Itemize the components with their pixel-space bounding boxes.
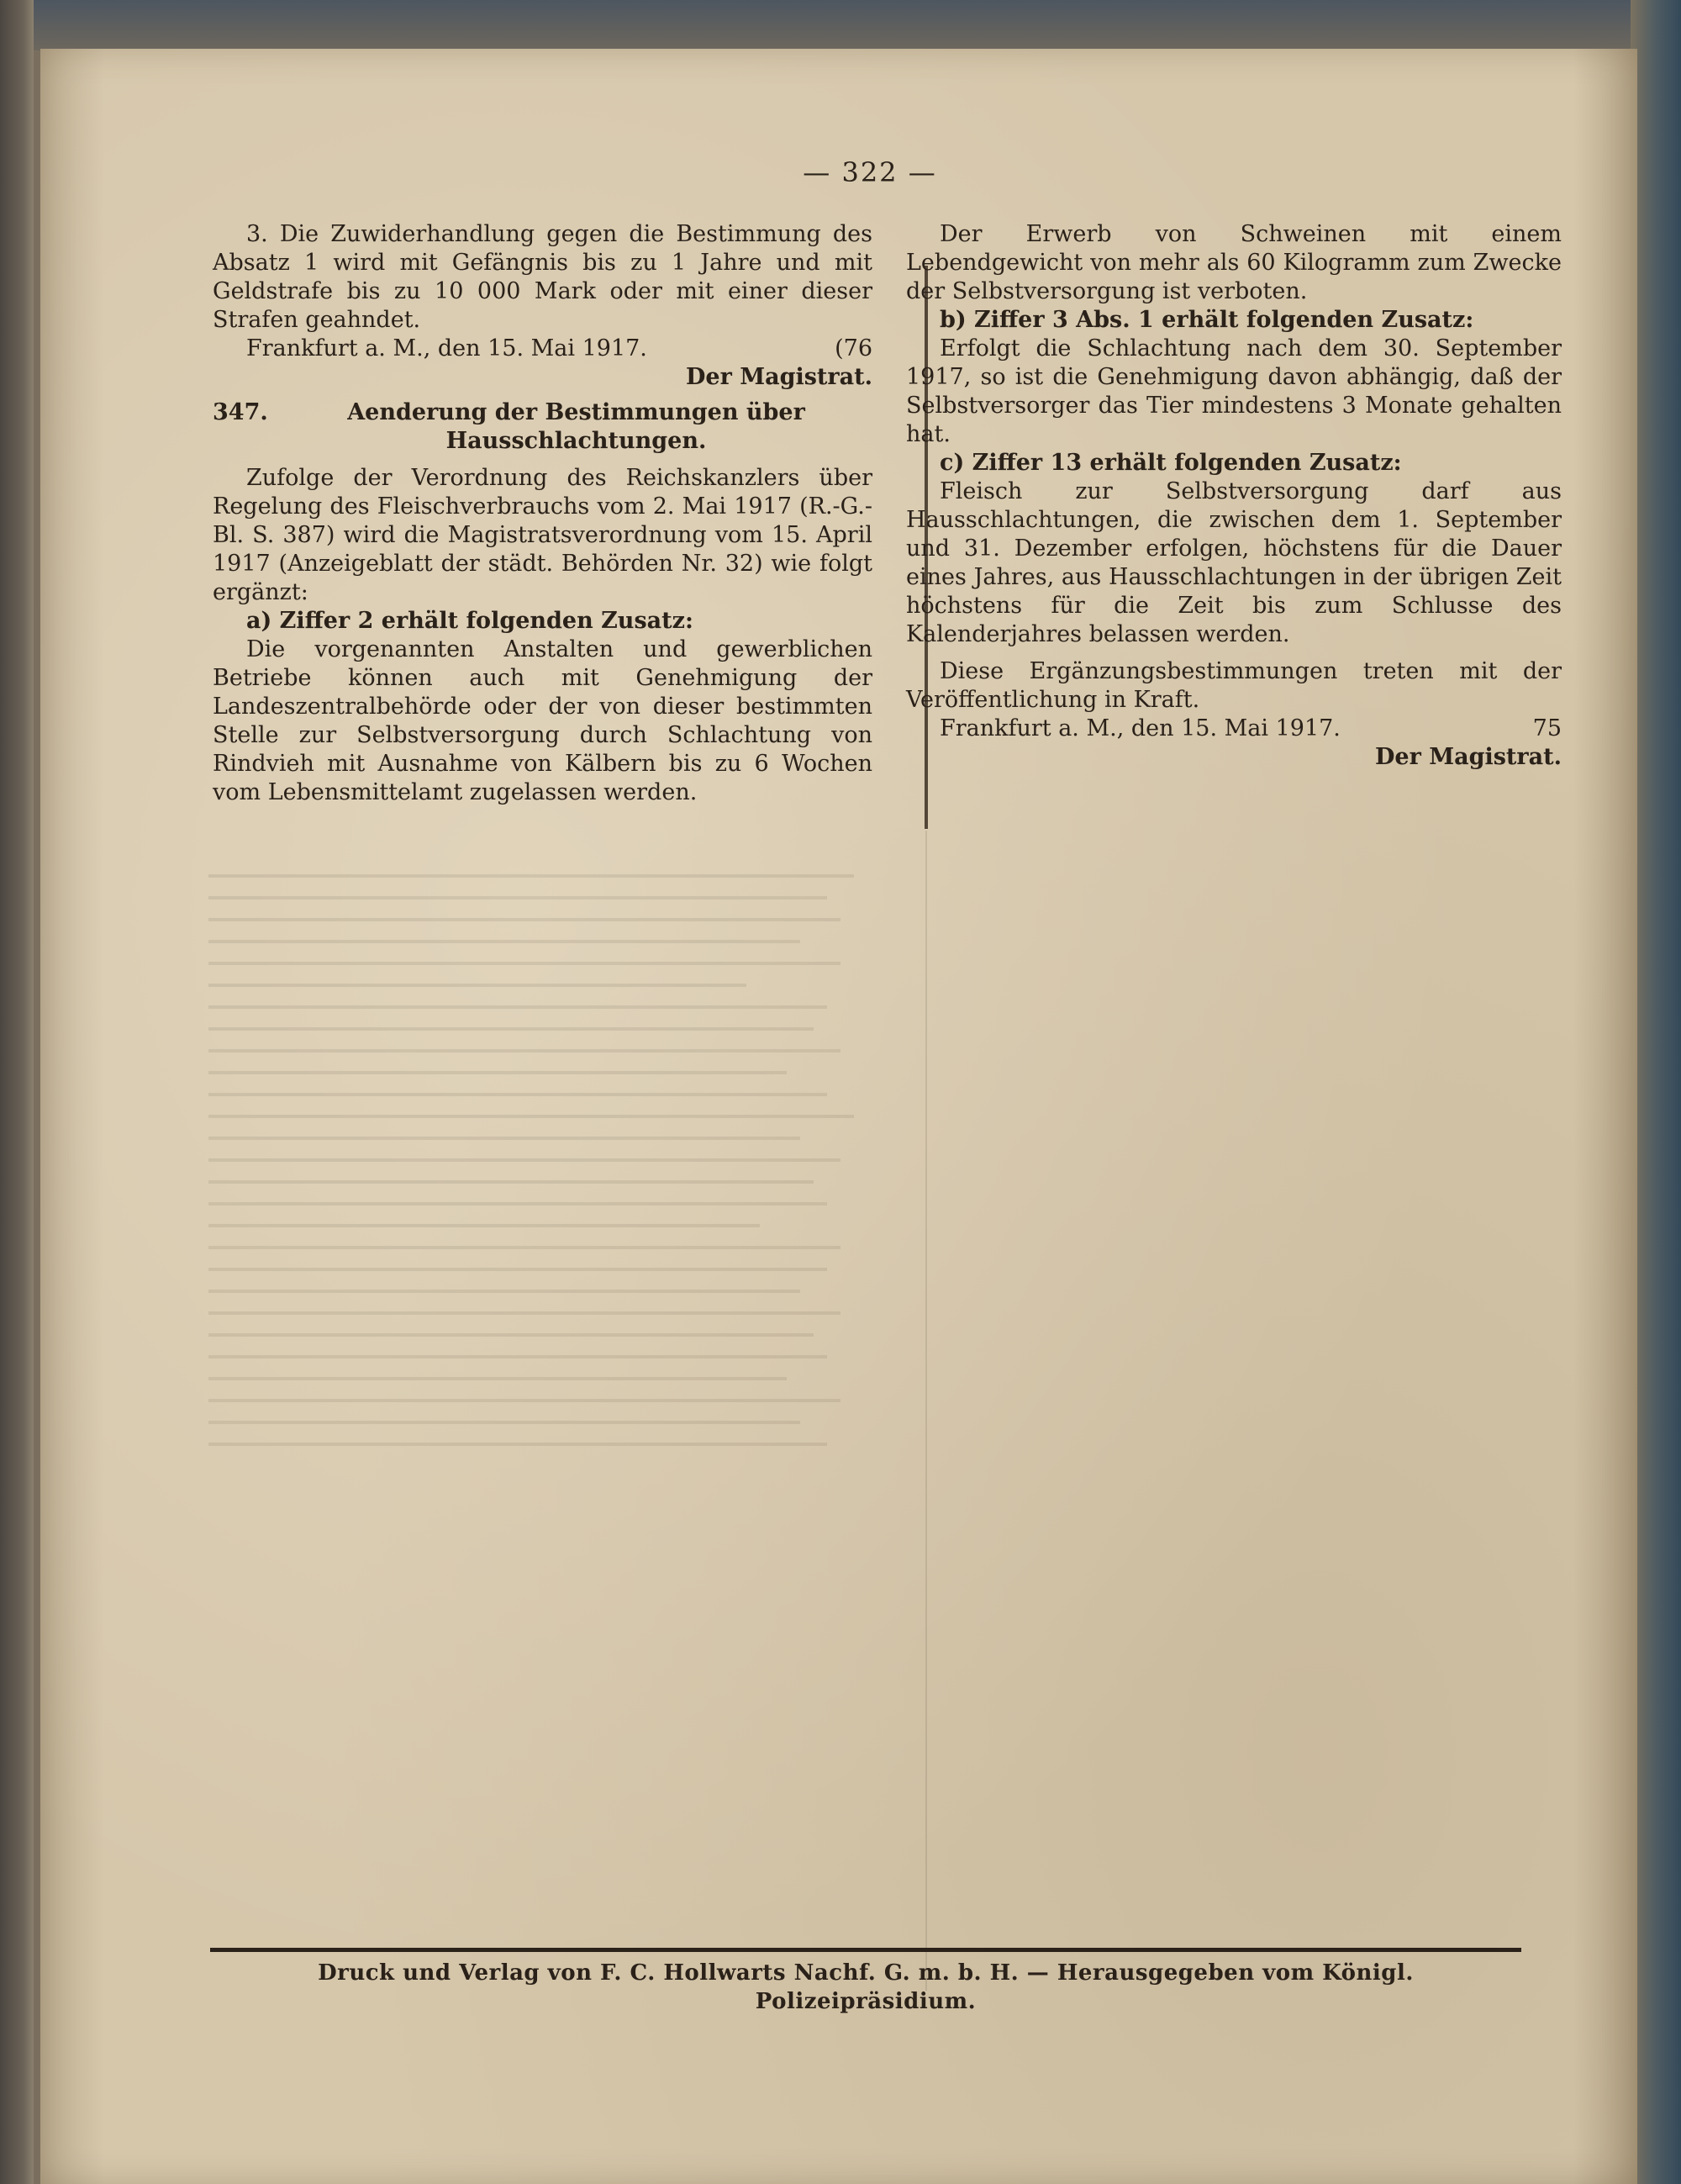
binding-board-right: [1631, 0, 1681, 2184]
footer-rule: [210, 1948, 1521, 1952]
bleed-through-shadow: [208, 856, 1553, 1949]
item-a-heading: a) Ziffer 2 erhält folgenden Zusatz:: [246, 608, 693, 634]
paragraph-3: 3. Die Zuwiderhandlung gegen die Bestimmung des Absatz 1 wird mit Gefängnis bis zu 1 Jahre und mit Geldstrafe bis zu 10 000 Mark oder mit einer dieser Strafen geahndet.: [213, 221, 872, 333]
item-c-heading: c) Ziffer 13 erhält folgenden Zusatz:: [940, 450, 1402, 476]
date-text: Frankfurt a. M., den 15. Mai 1917.: [940, 715, 1341, 741]
section-number: 347.: [213, 399, 268, 425]
item-a-text: Die vorgenannten Anstalten und gewerblichen Betriebe können auch mit Genehmigung der Landeszentralbehörde oder der von dieser bestimmten Stelle zur Selbstversorgung durch Schlachtung von Rindvieh mit Ausnahme von Kälbern bis zu 6 Wochen vom Lebensmittelamt zugelassen werden.: [213, 636, 872, 805]
item-b-heading: b) Ziffer 3 Abs. 1 erhält folgenden Zusatz:: [940, 307, 1474, 333]
spacer: [213, 456, 872, 464]
spacer: [906, 649, 1562, 657]
continuation-paragraph: Der Erwerb von Schweinen mit einem Lebendgewicht von mehr als 60 Kilogramm zum Zwecke der Selbstversorgung ist verboten.: [906, 221, 1562, 304]
column-divider-shadow: [925, 831, 927, 1991]
binding-board-left: [0, 0, 34, 2184]
left-column: [213, 220, 872, 807]
closing-paragraph: Diese Ergänzungsbestimmungen treten mit der Veröffentlichung in Kraft.: [906, 658, 1562, 713]
date-line: [213, 335, 872, 363]
date-line: [906, 715, 1562, 743]
signature: Der Magistrat.: [686, 364, 872, 390]
right-column: [906, 220, 1562, 772]
section-heading: [213, 398, 872, 456]
date-text: Frankfurt a. M., den 15. Mai 1917.: [246, 335, 647, 361]
imprint-footer: Druck und Verlag von F. C. Hollwarts Nachf. G. m. b. H. — Herausgegeben vom Königl. Polizeipräsidium.: [318, 1960, 1414, 2014]
reference-number: (76: [835, 335, 872, 361]
item-c-text: Fleisch zur Selbstversorgung darf aus Hausschlachtungen, die zwischen dem 1. September und 31. Dezember erfolgen, höchstens für die Dauer eines Jahres, aus Hausschlachtungen in der übrigen Zeit höchstens für die Zeit bis zum Schlusse des Kalenderjahres belassen werden.: [906, 478, 1562, 647]
item-b-text: Erfolgt die Schlachtung nach dem 30. September 1917, so ist die Genehmigung davon abhängig, daß der Selbstversorger das Tier mindestens 3 Monate gehalten hat.: [906, 335, 1562, 447]
signature: Der Magistrat.: [1375, 744, 1562, 770]
reference-number: 75: [1532, 715, 1562, 741]
intro-paragraph: Zufolge der Verordnung des Reichskanzlers über Regelung des Fleischverbrauchs vom 2. Mai 1917 (R.-G.-Bl. S. 387) wird die Magistratsverordnung vom 15. April 1917 (Anzeigeblatt der städt. Behörden Nr. 32) wie folgt ergänzt:: [213, 465, 872, 605]
section-title: Aenderung der Bestimmungen über Hausschlachtungen.: [347, 399, 805, 454]
binding-board-top: [0, 0, 1681, 50]
page-number: — 322 —: [803, 156, 937, 188]
